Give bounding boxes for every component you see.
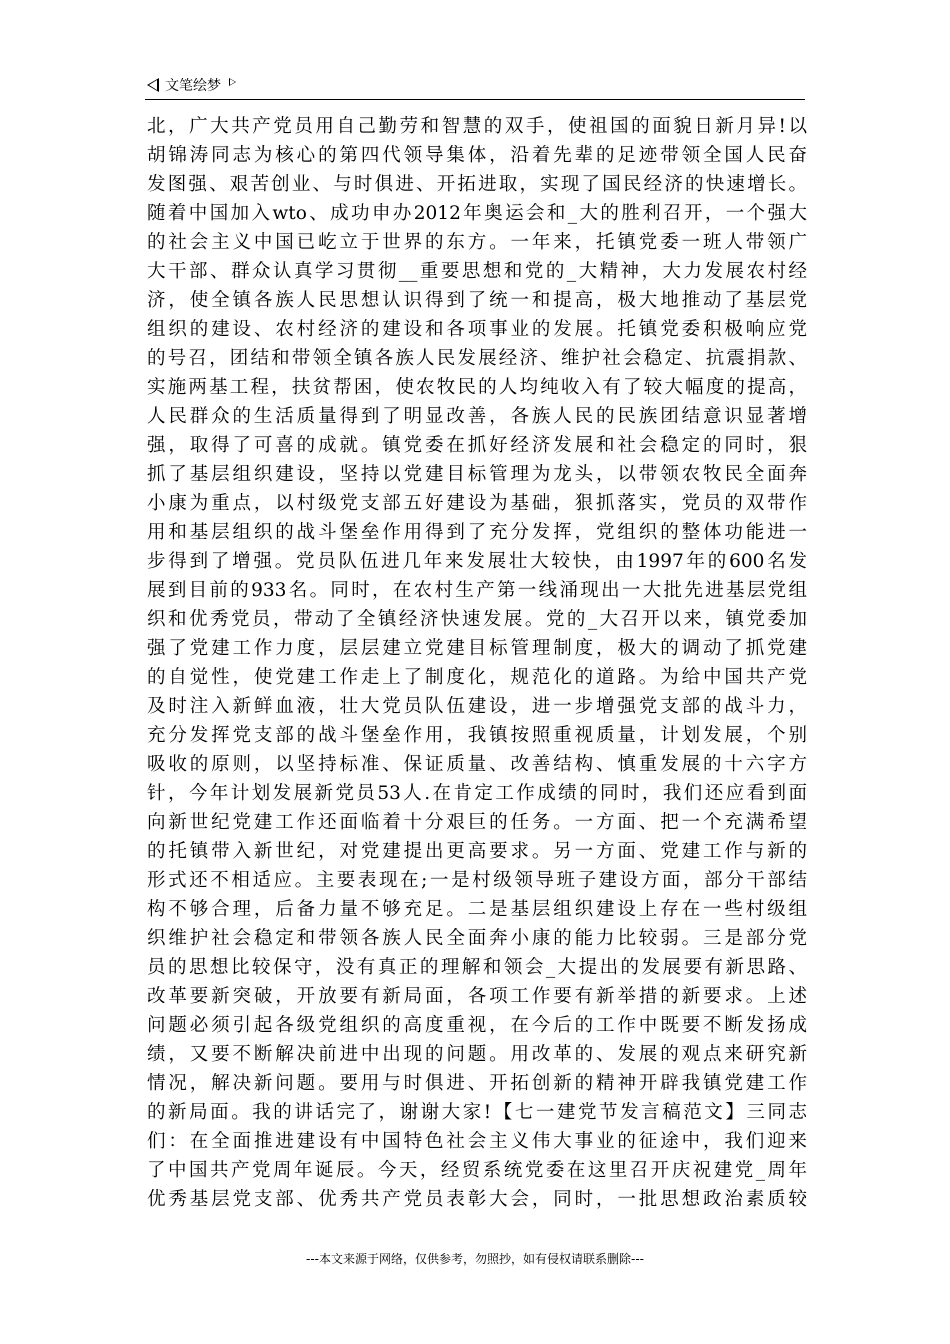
body-text-line: 大干部、群众认真学习贯彻__重要思想和党的_大精神，大力发展农村经 <box>147 261 807 282</box>
body-text-line: 情况，解决新问题。要用与时俱进、开拓创新的精神开辟我镇党建工作 <box>147 1073 807 1094</box>
body-text-line: 抓了基层组织建设，坚持以党建目标管理为龙头，以带领农牧民全面奔 <box>147 464 807 485</box>
body-text-line: 随着中国加入wto、成功申办2012年奥运会和_大的胜利召开，一个强大 <box>147 203 807 224</box>
body-text-line: 展到目前的933名。同时，在农村生产第一线涌现出一大批先进基层党组 <box>147 580 807 601</box>
body-text-line: 形式还不相适应。主要表现在;一是村级领导班子建设方面，部分干部结 <box>147 870 807 891</box>
body-text-line: 充分发挥党支部的战斗堡垒作用，我镇按照重视质量，计划发展，个别 <box>147 725 807 746</box>
body-text-line: 员的思想比较保守，没有真正的理解和领会_大提出的发展要有新思路、 <box>147 957 807 978</box>
footer-notice: ---本文来源于网络，仅供参考，勿照抄，如有侵权请联系删除--- <box>306 1252 644 1266</box>
body-text-line: 吸收的原则，以坚持标准、保证质量、改善结构、慎重发展的十六字方 <box>147 754 807 775</box>
body-text-line: 们：在全面推进建设有中国特色社会主义伟大事业的征途中，我们迎来 <box>147 1131 807 1152</box>
body-text-line: 优秀基层党支部、优秀共产党员表彰大会，同时，一批思想政治素质较 <box>147 1189 807 1210</box>
body-text-line: 的社会主义中国已屹立于世界的东方。一年来，托镇党委一班人带领广 <box>147 232 807 253</box>
body-text-line: 胡锦涛同志为核心的第四代领导集体，沿着先辈的足迹带领全国人民奋 <box>147 145 807 166</box>
body-text-line: 用和基层组织的战斗堡垒作用得到了充分发挥，党组织的整体功能进一 <box>147 522 807 543</box>
body-text-line: 绩，又要不断解决前进中出现的问题。用改革的、发展的观点来研究新 <box>147 1044 807 1065</box>
body-text-line: 济，使全镇各族人民思想认识得到了统一和提高，极大地推动了基层党 <box>147 290 807 311</box>
brand-label: 文笔绘梦 <box>165 78 221 94</box>
body-text-line: 组织的建设、农村经济的建设和各项事业的发展。托镇党委积极响应党 <box>147 319 807 340</box>
body-text-line: 织和优秀党员，带动了全镇经济快速发展。党的_大召开以来，镇党委加 <box>147 609 807 630</box>
body-text-line: 小康为重点，以村级党支部五好建设为基础，狠抓落实，党员的双带作 <box>147 493 807 514</box>
body-text-line: 了中国共产党周年诞辰。今天，经贸系统党委在这里召开庆祝建党_周年 <box>147 1160 807 1181</box>
body-text-line: 的自觉性，使党建工作走上了制度化，规范化的道路。为给中国共产党 <box>147 667 807 688</box>
body-text-line: 的托镇带入新世纪，对党建提出更高要求。另一方面、党建工作与新的 <box>147 841 807 862</box>
body-text-line: 强，取得了可喜的成就。镇党委在抓好经济发展和社会稳定的同时，狠 <box>147 435 807 456</box>
document-body <box>147 112 807 1214</box>
body-text-line: 强了党建工作力度，层层建立党建目标管理制度，极大的调动了抓党建 <box>147 638 807 659</box>
body-text-line: 人民群众的生活质量得到了明显改善，各族人民的民族团结意识显著增 <box>147 406 807 427</box>
body-text-line: 向新世纪党建工作还面临着十分艰巨的任务。一方面、把一个充满希望 <box>147 812 807 833</box>
body-text-line: 构不够合理，后备力量不够充足。二是基层组织建设上存在一些村级组 <box>147 899 807 920</box>
body-text-line: 的新局面。我的讲话完了，谢谢大家!【七一建党节发言稿范文】三同志 <box>147 1102 807 1123</box>
body-text-line: 实施两基工程，扶贫帮困，使农牧民的人均纯收入有了较大幅度的提高， <box>147 377 807 398</box>
body-text-line: 改革要新突破，开放要有新局面，各项工作要有新举措的新要求。上述 <box>147 986 807 1007</box>
body-text-line: 针，今年计划发展新党员53人.在肯定工作成绩的同时，我们还应看到面 <box>147 783 807 804</box>
triangle-right-icon <box>229 78 236 86</box>
document-header <box>147 72 805 98</box>
body-text-line: 北，广大共产党员用自己勤劳和智慧的双手，使祖国的面貌日新月异!以 <box>147 116 807 137</box>
body-text-line: 问题必须引起各级党组织的高度重视，在今后的工作中既要不断发扬成 <box>147 1015 807 1036</box>
header-divider <box>145 99 805 100</box>
body-text-line: 织维护社会稳定和带领各族人民全面奔小康的能力比较弱。三是部分党 <box>147 928 807 949</box>
body-text-line: 发图强、艰苦创业、与时俱进、开拓进取，实现了国民经济的快速增长。 <box>147 174 807 195</box>
triangle-left-icon <box>147 78 159 92</box>
body-text-line: 及时注入新鲜血液，壮大党员队伍建设，进一步增强党支部的战斗力， <box>147 696 807 717</box>
body-text-line: 步得到了增强。党员队伍进几年来发展壮大较快，由1997年的600名发 <box>147 551 807 572</box>
body-text-line: 的号召，团结和带领全镇各族人民发展经济、维护社会稳定、抗震捐款、 <box>147 348 807 369</box>
